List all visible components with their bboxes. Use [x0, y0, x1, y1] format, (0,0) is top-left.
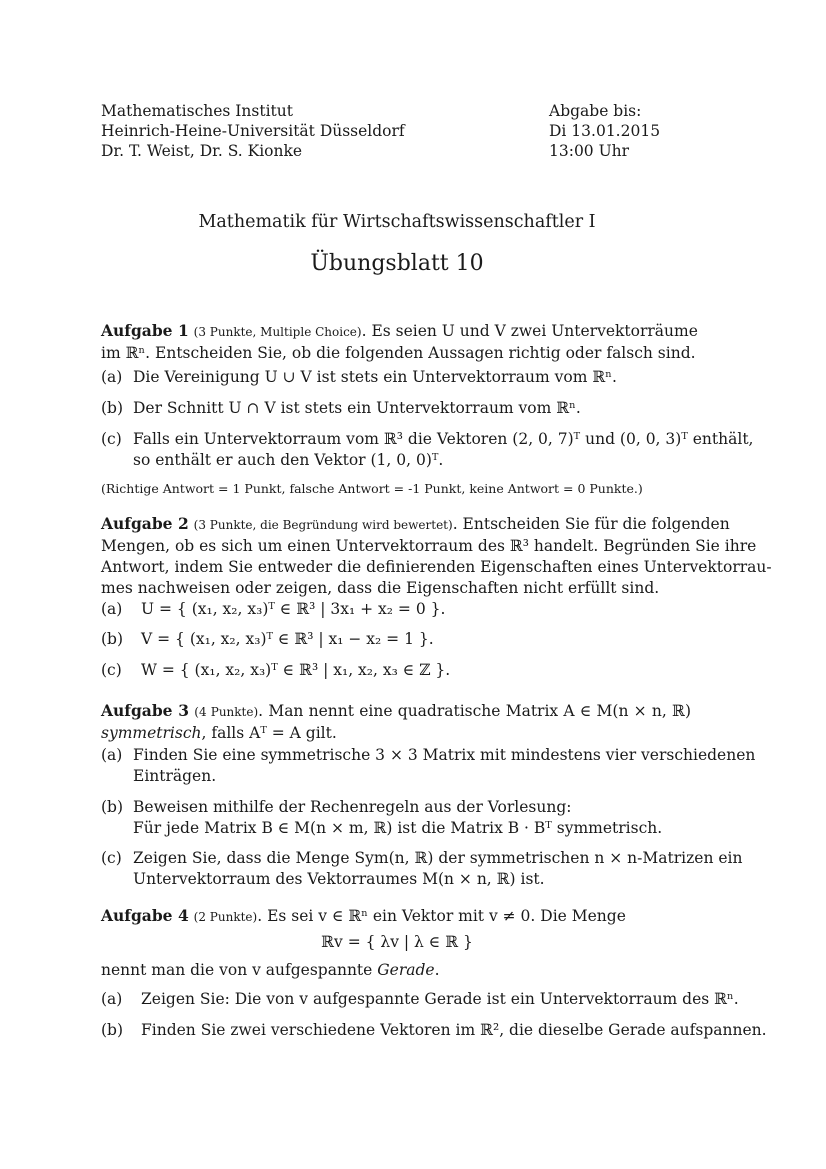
- aufgabe-1-item-a: [101, 367, 617, 388]
- aufgabe-1-text-1: . Es seien U und V zwei Untervektorräume: [361, 322, 698, 340]
- item-label: (c): [101, 430, 122, 448]
- item-text: U = { (x₁, x₂, x₃)ᵀ ∈ ℝ³ | 3x₁ + x₂ = 0 }.: [141, 600, 446, 618]
- aufgabe-4-text-2b: .: [434, 961, 440, 979]
- aufgabe-1-item-c: [101, 429, 753, 471]
- aufgabe-3-line-2: [101, 723, 691, 744]
- item-text: Die Vereinigung U ∪ V ist stets ein Untervektorraum vom ℝⁿ.: [133, 368, 617, 386]
- aufgabe-3-heading: Aufgabe 3: [101, 701, 190, 720]
- item-text-continued: Untervektorraum des Vektorraumes M(n × n, ℝ) ist.: [133, 870, 545, 888]
- item-label: (b): [101, 1021, 124, 1039]
- aufgabe-2-text-2: Mengen, ob es sich um einen Untervektorraum des ℝ³ handelt. Begründen Sie ihre: [101, 537, 757, 555]
- sheet-title: Übungsblatt 10: [310, 251, 484, 276]
- item-label: (b): [101, 630, 124, 648]
- aufgabe-1-line-1: [101, 320, 698, 343]
- aufgabe-4-text-2a: nennt man die von v aufgespannte: [101, 961, 378, 979]
- item-label: (a): [101, 746, 123, 764]
- deadline-time: 13:00 Uhr: [549, 142, 630, 160]
- item-text-continued: Einträgen.: [133, 767, 217, 785]
- aufgabe-1-intro: [101, 320, 698, 364]
- aufgabe-2-intro: [101, 513, 772, 599]
- item-label: (b): [101, 399, 124, 417]
- aufgabe-2-text-4: mes nachweisen oder zeigen, dass die Eigenschaften nicht erfüllt sind.: [101, 579, 660, 597]
- aufgabe-2-item-c: [101, 660, 450, 681]
- item-label: (a): [101, 990, 123, 1008]
- aufgabe-1-heading: Aufgabe 1: [101, 321, 189, 340]
- aufgabe-4-points: (2 Punkte): [193, 910, 258, 924]
- item-label: (c): [101, 849, 122, 867]
- item-text: Beweisen mithilfe der Rechenregeln aus der Vorlesung:: [133, 798, 572, 816]
- item-text: V = { (x₁, x₂, x₃)ᵀ ∈ ℝ³ | x₁ − x₂ = 1 }.: [141, 630, 434, 648]
- deadline-date: Di 13.01.2015: [549, 122, 661, 140]
- aufgabe-4-intro: [101, 905, 691, 928]
- item-text: W = { (x₁, x₂, x₃)ᵀ ∈ ℝ³ | x₁, x₂, x₃ ∈ ℤ }.: [141, 661, 451, 679]
- aufgabe-4-line-2: [101, 960, 440, 981]
- aufgabe-2-points: (3 Punkte, die Begründung wird bewertet): [193, 518, 453, 532]
- item-text-continued: Für jede Matrix B ∈ M(n × m, ℝ) ist die Matrix B · Bᵀ symmetrisch.: [133, 819, 663, 837]
- aufgabe-3-text-1: . Man nennt eine quadratische Matrix A ∈ M(n × n, ℝ): [258, 702, 691, 720]
- aufgabe-4-item-b: [101, 1020, 767, 1041]
- item-text: Der Schnitt U ∩ V ist stets ein Untervektorraum vom ℝⁿ.: [133, 399, 581, 417]
- aufgabe-2-item-b: [101, 629, 434, 650]
- course-title: Mathematik für Wirtschaftswissenschaftler I: [198, 212, 596, 232]
- institute-block: [101, 101, 405, 161]
- institute-line: Mathematisches Institut: [101, 102, 293, 120]
- aufgabe-3-item-b: [101, 797, 662, 839]
- symmetric-term: symmetrisch: [101, 724, 202, 742]
- item-text-continued: so enthält er auch den Vektor (1, 0, 0)ᵀ.: [133, 451, 444, 469]
- deadline-label: Abgabe bis:: [549, 102, 642, 120]
- gerade-term: Gerade: [377, 961, 435, 979]
- aufgabe-4-line-1: [101, 905, 691, 928]
- aufgabe-2-line-1: [101, 513, 730, 536]
- aufgabe-2-text-1: . Entscheiden Sie für die folgenden: [452, 515, 730, 533]
- aufgabe-3-text-2: , falls Aᵀ = A gilt.: [201, 724, 337, 742]
- aufgabe-3-intro: [101, 700, 691, 744]
- aufgabe-1-item-b: [101, 398, 581, 419]
- item-text: Finden Sie zwei verschiedene Vektoren im ℝ², die dieselbe Gerade aufspannen.: [141, 1021, 767, 1039]
- deadline-block: [549, 101, 660, 161]
- item-label: (a): [101, 368, 123, 386]
- item-label: (a): [101, 600, 123, 618]
- item-text: Finden Sie eine symmetrische 3 × 3 Matrix mit mindestens vier verschiedenen: [133, 746, 756, 764]
- item-text: Zeigen Sie: Die von v aufgespannte Gerade ist ein Untervektorraum des ℝⁿ.: [141, 990, 739, 1008]
- aufgabe-4-item-a: [101, 989, 739, 1010]
- aufgabe-1-scoring-note: (Richtige Antwort = 1 Punkt, falsche Antwort = -1 Punkt, keine Antwort = 0 Punkte.): [101, 481, 643, 496]
- lecturers-line: Dr. T. Weist, Dr. S. Kionke: [101, 142, 303, 160]
- display-equation: ℝv = { λv | λ ∈ ℝ }: [321, 933, 473, 951]
- item-text: Zeigen Sie, dass die Menge Sym(n, ℝ) der symmetrischen n × n-Matrizen ein: [133, 849, 743, 867]
- item-text: Falls ein Untervektorraum vom ℝ³ die Vektoren (2, 0, 7)ᵀ und (0, 0, 3)ᵀ enthält,: [133, 430, 754, 448]
- item-label: (b): [101, 798, 124, 816]
- aufgabe-2-text-3: Antwort, indem Sie entweder die definierenden Eigenschaften eines Untervektorrau-: [101, 558, 772, 576]
- aufgabe-4-text-1: . Es sei v ∈ ℝⁿ ein Vektor mit v ≠ 0. Die Menge: [257, 907, 626, 925]
- aufgabe-3-item-a: [101, 745, 755, 787]
- university-line: Heinrich-Heine-Universität Düsseldorf: [101, 122, 405, 140]
- aufgabe-1-points: (3 Punkte, Multiple Choice): [193, 325, 362, 339]
- aufgabe-2-heading: Aufgabe 2: [101, 514, 189, 533]
- aufgabe-4-heading: Aufgabe 4: [101, 906, 189, 925]
- item-label: (c): [101, 661, 122, 679]
- aufgabe-3-points: (4 Punkte): [194, 705, 259, 719]
- aufgabe-1-text-2: im ℝⁿ. Entscheiden Sie, ob die folgenden Aussagen richtig oder falsch sind.: [101, 344, 696, 362]
- aufgabe-3-line-1: [101, 700, 691, 723]
- aufgabe-3-item-c: [101, 848, 742, 890]
- aufgabe-2-item-a: [101, 599, 445, 620]
